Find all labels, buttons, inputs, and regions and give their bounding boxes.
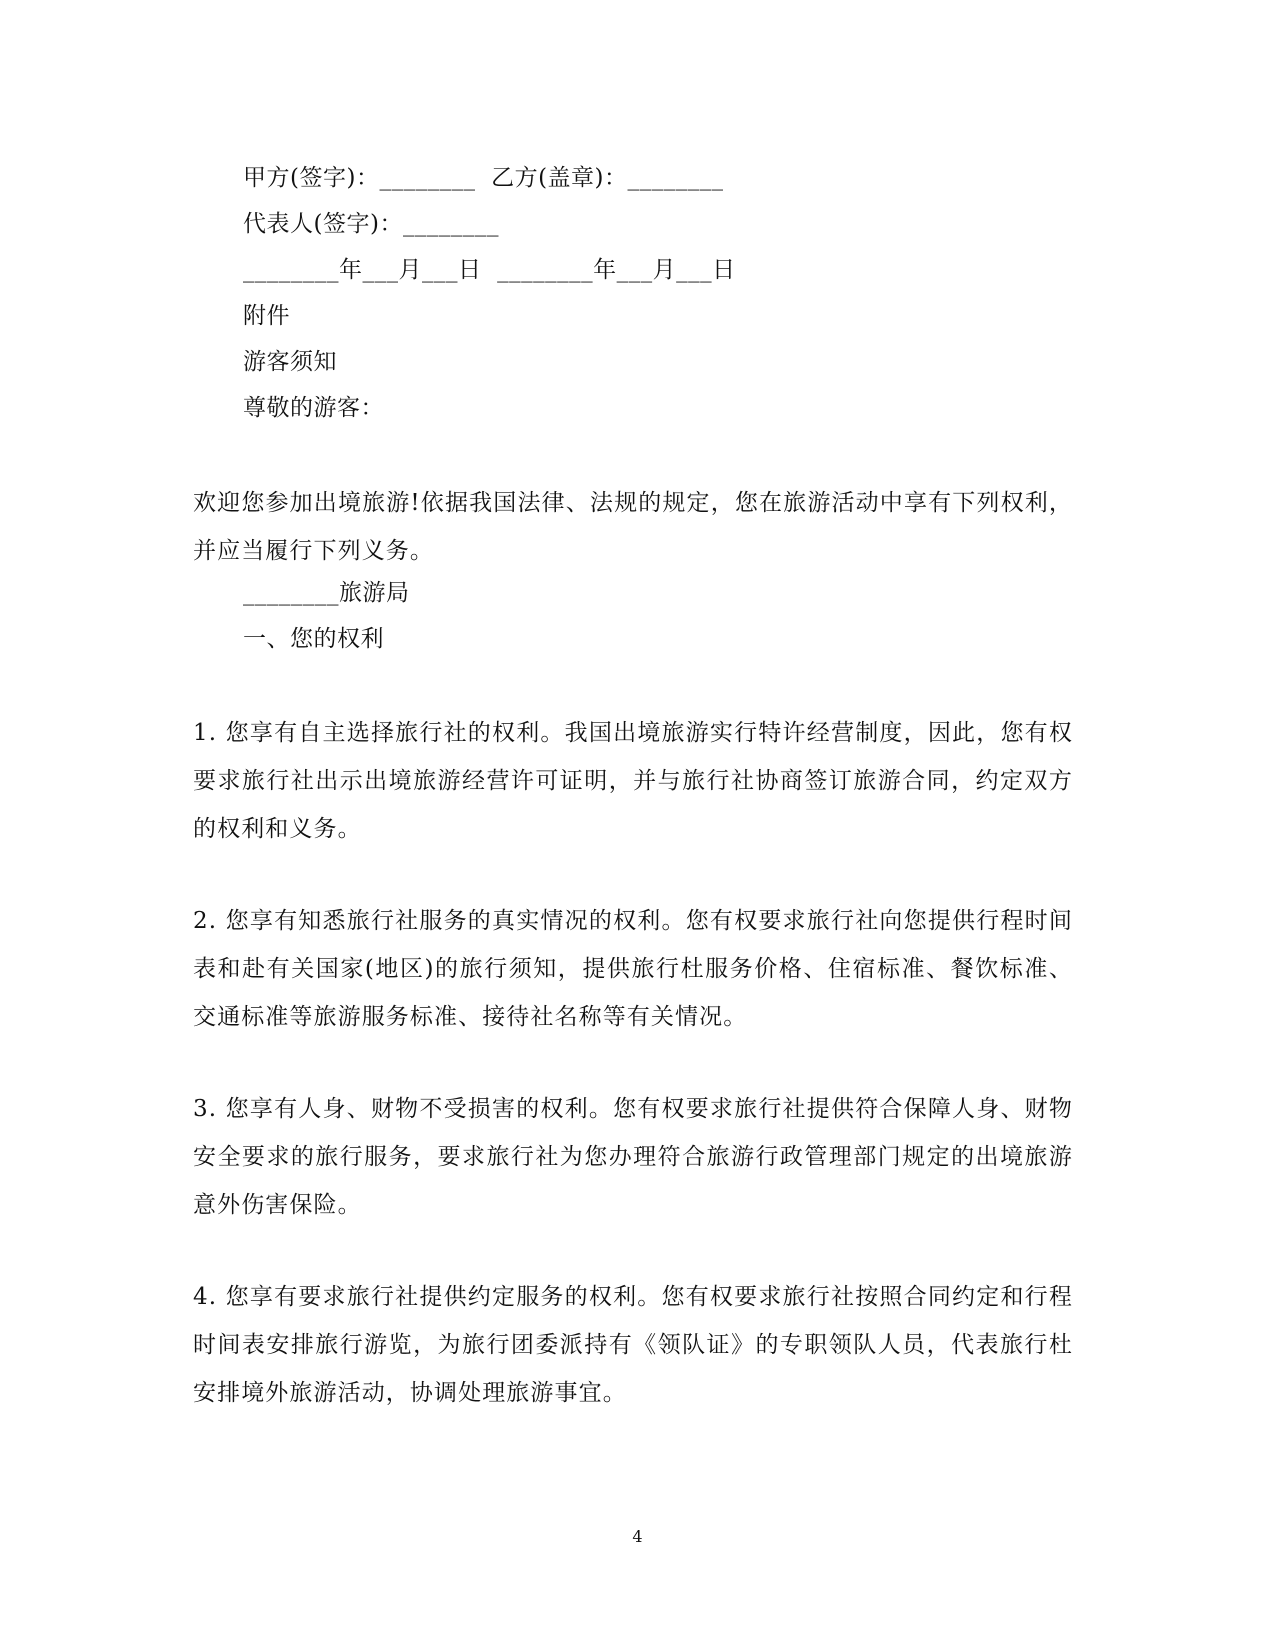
attachment-title: 游客须知	[243, 349, 337, 375]
page-number: 4	[632, 1527, 643, 1546]
section-heading: 一、您的权利	[243, 626, 384, 652]
signature-line-representative: 代表人(签字)：________	[243, 211, 499, 237]
signature-line-dates: ________年___月___日 ________年___月___日	[243, 257, 736, 283]
signature-line-parties: 甲方(签字)：________ 乙方(盖章)：________	[243, 165, 724, 191]
rights-item-3: 3. 您享有人身、财物不受损害的权利。您有权要求旅行社提供符合保障人身、财物安全要求的旅行服务，要求旅行社为您办理符合旅游行政管理部门规定的出境旅游意外伤害保险。	[193, 1096, 1073, 1218]
attachment-label: 附件	[243, 303, 290, 329]
issuer-line: ________旅游局	[243, 580, 410, 606]
rights-item-4: 4. 您享有要求旅行社提供约定服务的权利。您有权要求旅行社按照合同约定和行程时间表安排旅行游览，为旅行团委派持有《领队证》的专职领队人员，代表旅行杜安排境外旅游活动，协调处理旅游事宜。	[193, 1284, 1073, 1406]
rights-item-2: 2. 您享有知悉旅行社服务的真实情况的权利。您有权要求旅行社向您提供行程时间表和赴有关国家(地区)的旅行须知，提供旅行杜服务价格、住宿标准、餐饮标准、交通标准等旅游服务标准、接待社名称等有关情况。	[193, 908, 1073, 1030]
rights-item-1: 1. 您享有自主选择旅行社的权利。我国出境旅游实行特许经营制度，因此，您有权要求旅行社出示出境旅游经营许可证明，并与旅行社协商签订旅游合同，约定双方的权利和义务。	[193, 720, 1073, 842]
intro-paragraph: 欢迎您参加出境旅游!依据我国法律、法规的规定，您在旅游活动中享有下列权利，并应当履行下列义务。	[193, 490, 1073, 564]
salutation: 尊敬的游客：	[243, 395, 384, 421]
